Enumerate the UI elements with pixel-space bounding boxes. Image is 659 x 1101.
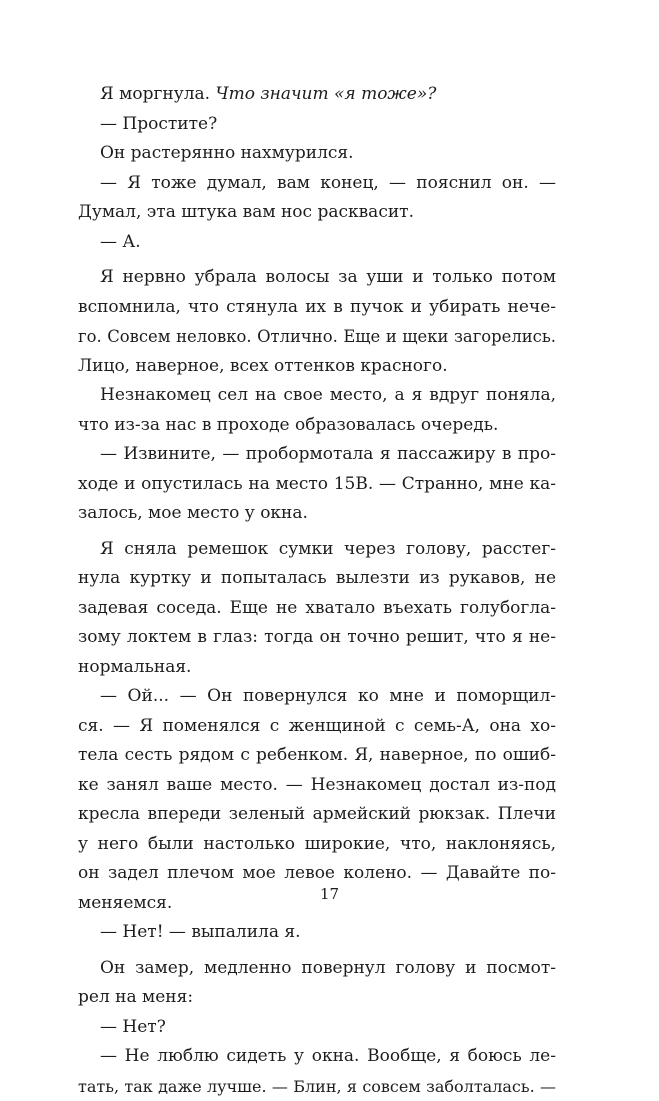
text-line: — Нет? — [78, 1013, 556, 1043]
text-line: — Простите? — [78, 110, 556, 140]
text-line: вспомнила, что стянула их в пучок и убирать нече- — [78, 293, 556, 323]
text-line: Я моргнула. Что значит «я тоже»? — [78, 80, 556, 110]
text-line: Он замер, медленно повернул голову и посмот- — [78, 954, 556, 984]
text-line: нормальная. — [78, 653, 556, 683]
text-line: ходе и опустилась на место 15В. — Странно, мне ка- — [78, 470, 556, 500]
text-line: Незнакомец сел на свое место, а я вдруг поняла, — [78, 381, 556, 411]
text-line: Думал, эта штука вам нос расквасит. — [78, 198, 556, 228]
text-line: нула куртку и попыталась вылезти из рукавов, не — [78, 564, 556, 594]
text-line: ке занял ваше место. — Незнакомец достал из-под — [78, 771, 556, 801]
body-text — [78, 80, 556, 1101]
text-line: меняемся. — [78, 889, 556, 919]
text-line: Я сняла ремешок сумки через голову, расстег- — [78, 535, 556, 565]
text-line: задевая соседа. Еще не хватало въехать голубогла- — [78, 594, 556, 624]
italic-phrase: Что значит «я тоже»? — [215, 84, 436, 104]
text-line: Он растерянно нахмурился. — [78, 139, 556, 169]
text-line: — Ой... — Он повернулся ко мне и поморщил- — [78, 682, 556, 712]
text-line: рел на меня: — [78, 983, 556, 1013]
text-line: го. Совсем неловко. Отлично. Еще и щеки загорелись. — [78, 322, 556, 352]
text-line: — Не люблю сидеть у окна. Вообще, я боюсь ле- — [78, 1042, 556, 1072]
text-line: — Нет! — выпалила я. — [78, 918, 556, 948]
text-line: Я нервно убрала волосы за уши и только потом — [78, 263, 556, 293]
text-line: тать, так даже лучше. — Блин, я совсем заболталась. — — [78, 1072, 556, 1101]
text-line: залось, мое место у окна. — [78, 499, 556, 529]
text-line: — Извините, — пробормотала я пассажиру в про- — [78, 440, 556, 470]
text-line: он задел плечом мое левое колено. — Давайте по- — [78, 859, 556, 889]
text-line: у него были настолько широкие, что, наклоняясь, — [78, 830, 556, 860]
text-line: кресла впереди зеленый армейский рюкзак. Плечи — [78, 800, 556, 830]
text-line: зому локтем в глаз: тогда он точно решит, что я не- — [78, 623, 556, 653]
page-number: 17 — [0, 885, 659, 903]
text-line: Лицо, наверное, всех оттенков красного. — [78, 352, 556, 382]
text-line: — А. — [78, 228, 556, 258]
text-line: что из-за нас в проходе образовалась очередь. — [78, 411, 556, 441]
text-line: тела сесть рядом с ребенком. Я, наверное, по ошиб- — [78, 741, 556, 771]
text-line: ся. — Я поменялся с женщиной с семь-А, она хо- — [78, 712, 556, 742]
text-line: — Я тоже думал, вам конец, — пояснил он. — — [78, 169, 556, 199]
